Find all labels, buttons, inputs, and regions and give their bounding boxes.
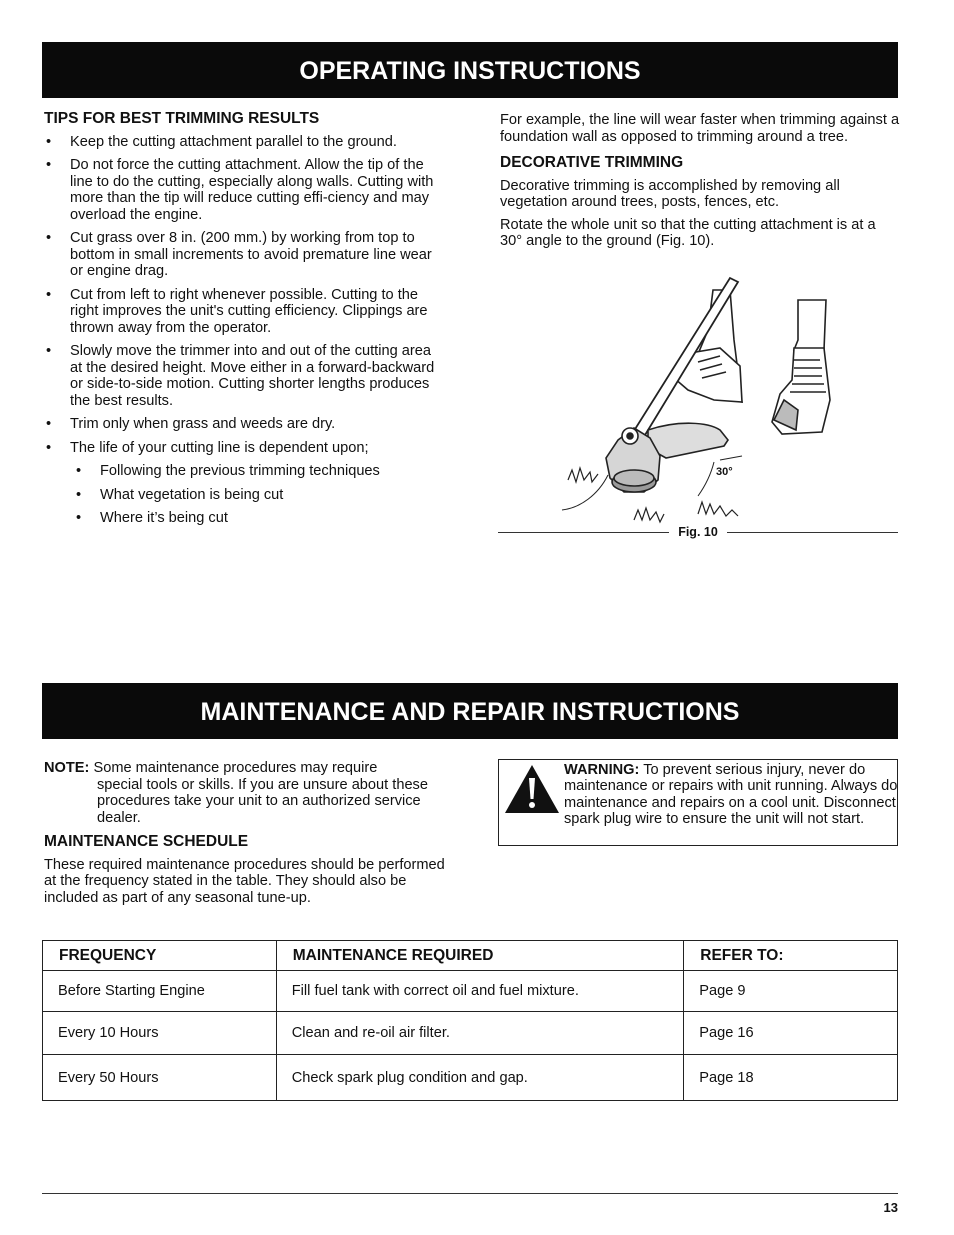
- sub-tip-item: • Where it’s being cut: [44, 510, 444, 527]
- decorative-paragraph-1: Decorative trimming is accomplished by removing all vegetation around trees, posts, fences, etc.: [500, 177, 840, 210]
- schedule-text: These required maintenance procedures should be performed at the frequency stated in the table. They should also be included as part of any seasonal tune-up.: [44, 856, 445, 906]
- tip-item: • Do not force the cutting attachment. Allow the tip of the line to do the cutting, especially along walls. Cutting with more than the tip will reduce cutting effi-ciency and may overload the engine.: [44, 157, 444, 223]
- sub-tip-item: • What vegetation is being cut: [44, 487, 444, 504]
- table-row: [43, 971, 898, 1012]
- table-row: [43, 1012, 898, 1055]
- sub-tip-item: • Following the previous trimming techniques: [44, 463, 444, 480]
- figure-caption: Fig. 10: [669, 525, 727, 539]
- decorative-section: [500, 112, 900, 250]
- page-number: 13: [883, 1200, 898, 1215]
- right-boot-drawing: [772, 300, 830, 434]
- warning-icon: [503, 763, 561, 815]
- tip-item: • Slowly move the trimmer into and out of the cutting area at the desired height. Move either in a forward-backward or side-to-side motion. Cutting shorter lengths produces the best results.: [44, 343, 444, 409]
- tips-heading: TIPS FOR BEST TRIMMING RESULTS: [44, 110, 320, 127]
- angle-label: 30°: [716, 466, 733, 478]
- trimmer-illustration: [498, 270, 898, 545]
- cell-frequency: Before Starting Engine: [43, 971, 277, 1012]
- tip-item: • Cut from left to right whenever possible. Cutting to the right improves the unit's cutting efficiency. Clippings are thrown away from the operator.: [44, 287, 444, 337]
- warning-label: WARNING:: [564, 762, 640, 778]
- warning-text-block: [564, 762, 898, 828]
- cell-refer: Page 9: [684, 971, 898, 1012]
- decorative-heading: DECORATIVE TRIMMING: [500, 154, 684, 171]
- cell-frequency: Every 50 Hours: [43, 1055, 277, 1101]
- maintenance-note: [44, 760, 464, 826]
- decorative-paragraph-2: Rotate the whole unit so that the cutting attachment is at a 30° angle to the ground (Fig. 10).: [500, 216, 876, 249]
- left-boot-drawing: [674, 290, 742, 402]
- note-label: NOTE:: [44, 760, 90, 776]
- header-maintenance-required: MAINTENANCE REQUIRED: [276, 941, 683, 971]
- tip-item: • Cut grass over 8 in. (200 mm.) by working from top to bottom in small increments to avoid premature line wear or engine drag.: [44, 230, 444, 280]
- tip-item: • The life of your cutting line is dependent upon;: [44, 440, 444, 457]
- header-refer-to: REFER TO:: [684, 941, 898, 971]
- tip-item: • Trim only when grass and weeds are dry.: [44, 416, 444, 433]
- schedule-heading: MAINTENANCE SCHEDULE: [44, 833, 249, 850]
- warning-box: [498, 759, 898, 846]
- table-row: [43, 1055, 898, 1101]
- cell-refer: Page 18: [684, 1055, 898, 1101]
- tips-section: [44, 111, 444, 534]
- note-first-line: Some maintenance procedures may require: [93, 760, 378, 776]
- maintenance-title: MAINTENANCE AND REPAIR INSTRUCTIONS: [42, 683, 898, 739]
- trimmer-guard: [648, 423, 728, 458]
- note-continued: special tools or skills. If you are unsure about these procedures take your unit to an authorized service dealer.: [97, 776, 428, 826]
- cell-maintenance: Check spark plug condition and gap.: [276, 1055, 683, 1101]
- cell-refer: Page 16: [684, 1012, 898, 1055]
- maintenance-table: [42, 940, 898, 1101]
- table-header-row: [43, 941, 898, 971]
- cell-maintenance: Clean and re-oil air filter.: [276, 1012, 683, 1055]
- header-frequency: FREQUENCY: [43, 941, 277, 971]
- example-text: For example, the line will wear faster when trimming against a foundation wall as opposed to trimming around a tree.: [500, 112, 900, 145]
- warning-text: To prevent serious injury, never do maintenance or repairs with unit running. Always do maintenance and repairs on a cool unit. Disconnect spark plug wire to ensure the unit will not start.: [564, 762, 898, 828]
- footer-rule: [42, 1193, 898, 1194]
- cell-maintenance: Fill fuel tank with correct oil and fuel mixture.: [276, 971, 683, 1012]
- tips-list: [44, 134, 444, 527]
- operating-instructions-title: OPERATING INSTRUCTIONS: [42, 42, 898, 98]
- cell-frequency: Every 10 Hours: [43, 1012, 277, 1055]
- tip-item: • Keep the cutting attachment parallel to the ground.: [44, 134, 444, 151]
- maintenance-schedule-section: [44, 834, 454, 906]
